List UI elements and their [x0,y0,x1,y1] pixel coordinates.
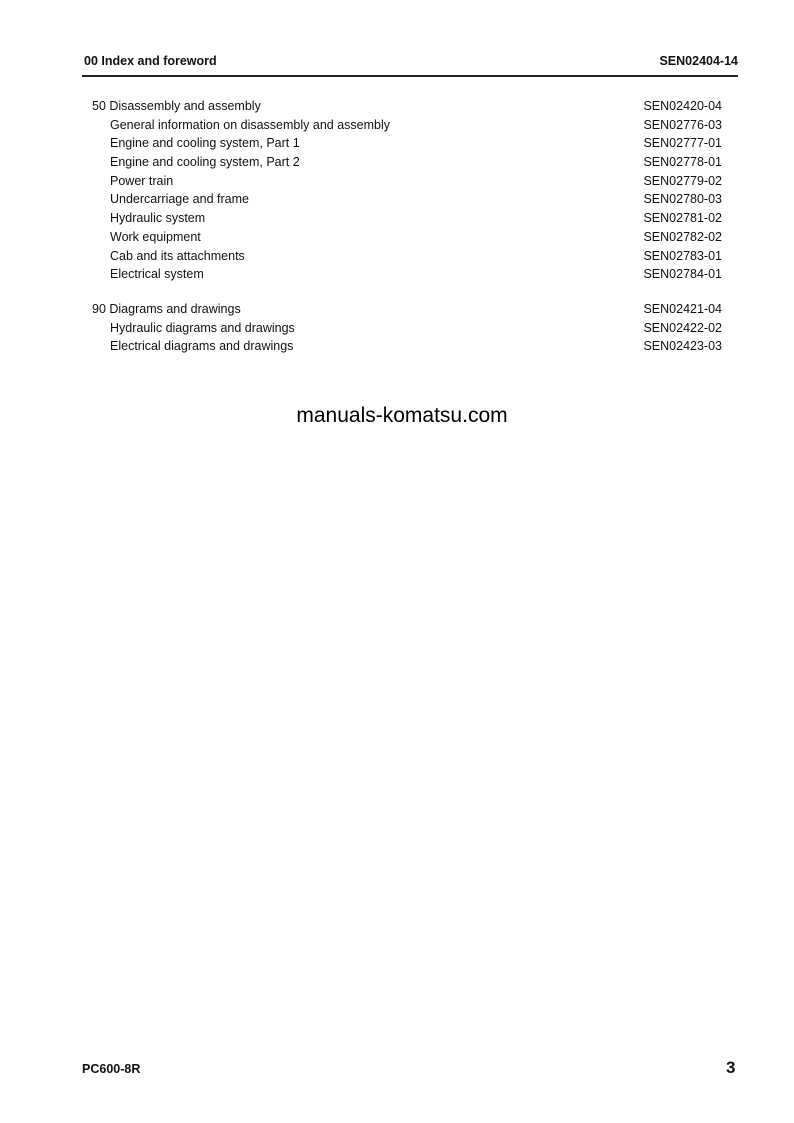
toc-item-code: SEN02779-02 [643,173,722,188]
toc-item-title: Electrical system [110,267,204,282]
toc-item-title: Engine and cooling system, Part 1 [110,136,300,151]
toc-item [92,209,722,228]
footer-page-number: 3 [726,1058,736,1077]
toc-item [92,134,722,153]
toc-item [92,228,722,247]
page-header [82,53,738,77]
toc-item-code: SEN02423-03 [643,339,722,354]
toc-item-code: SEN02784-01 [643,267,722,282]
toc-section [92,97,722,284]
toc-item-code: SEN02778-01 [643,155,722,170]
toc-section-row [92,300,722,319]
toc-item-title: Power train [110,173,174,188]
toc-section-title: 90 Diagrams and drawings [92,301,241,316]
toc-item [92,153,722,172]
toc-item-code: SEN02777-01 [643,136,722,151]
toc-item-title: Hydraulic diagrams and drawings [110,320,295,335]
header-section-title: 00 Index and foreword [84,54,217,68]
toc-item [92,116,722,135]
toc-item-code: SEN02776-03 [643,117,722,132]
toc-item [92,172,722,191]
toc-section [92,300,722,356]
toc-item-code: SEN02781-02 [643,211,722,226]
toc-item-title: Engine and cooling system, Part 2 [110,155,300,170]
toc-item-title: General information on disassembly and assembly [110,117,390,132]
watermark-text: manuals-komatsu.com [296,404,508,427]
toc-item [92,190,722,209]
toc-item-title: Electrical diagrams and drawings [110,339,294,354]
toc-item-title: Hydraulic system [110,211,206,226]
toc-section-code: SEN02420-04 [643,99,722,113]
table-of-contents [92,97,722,372]
toc-section-title: 50 Disassembly and assembly [92,99,261,113]
toc-item-title: Undercarriage and frame [110,192,249,207]
toc-item-code: SEN02422-02 [643,320,722,335]
header-document-code: SEN02404-14 [659,54,738,68]
toc-item [92,265,722,284]
toc-section-code: SEN02421-04 [643,301,722,316]
toc-item-code: SEN02782-02 [643,229,722,244]
toc-item-code: SEN02780-03 [643,192,722,207]
toc-item-title: Cab and its attachments [110,248,245,263]
toc-item [92,247,722,266]
toc-item [92,337,722,356]
toc-item [92,319,722,338]
footer-model: PC600-8R [82,1062,141,1076]
toc-item-code: SEN02783-01 [643,248,722,263]
toc-section-row [92,97,722,116]
toc-item-title: Work equipment [110,229,201,244]
